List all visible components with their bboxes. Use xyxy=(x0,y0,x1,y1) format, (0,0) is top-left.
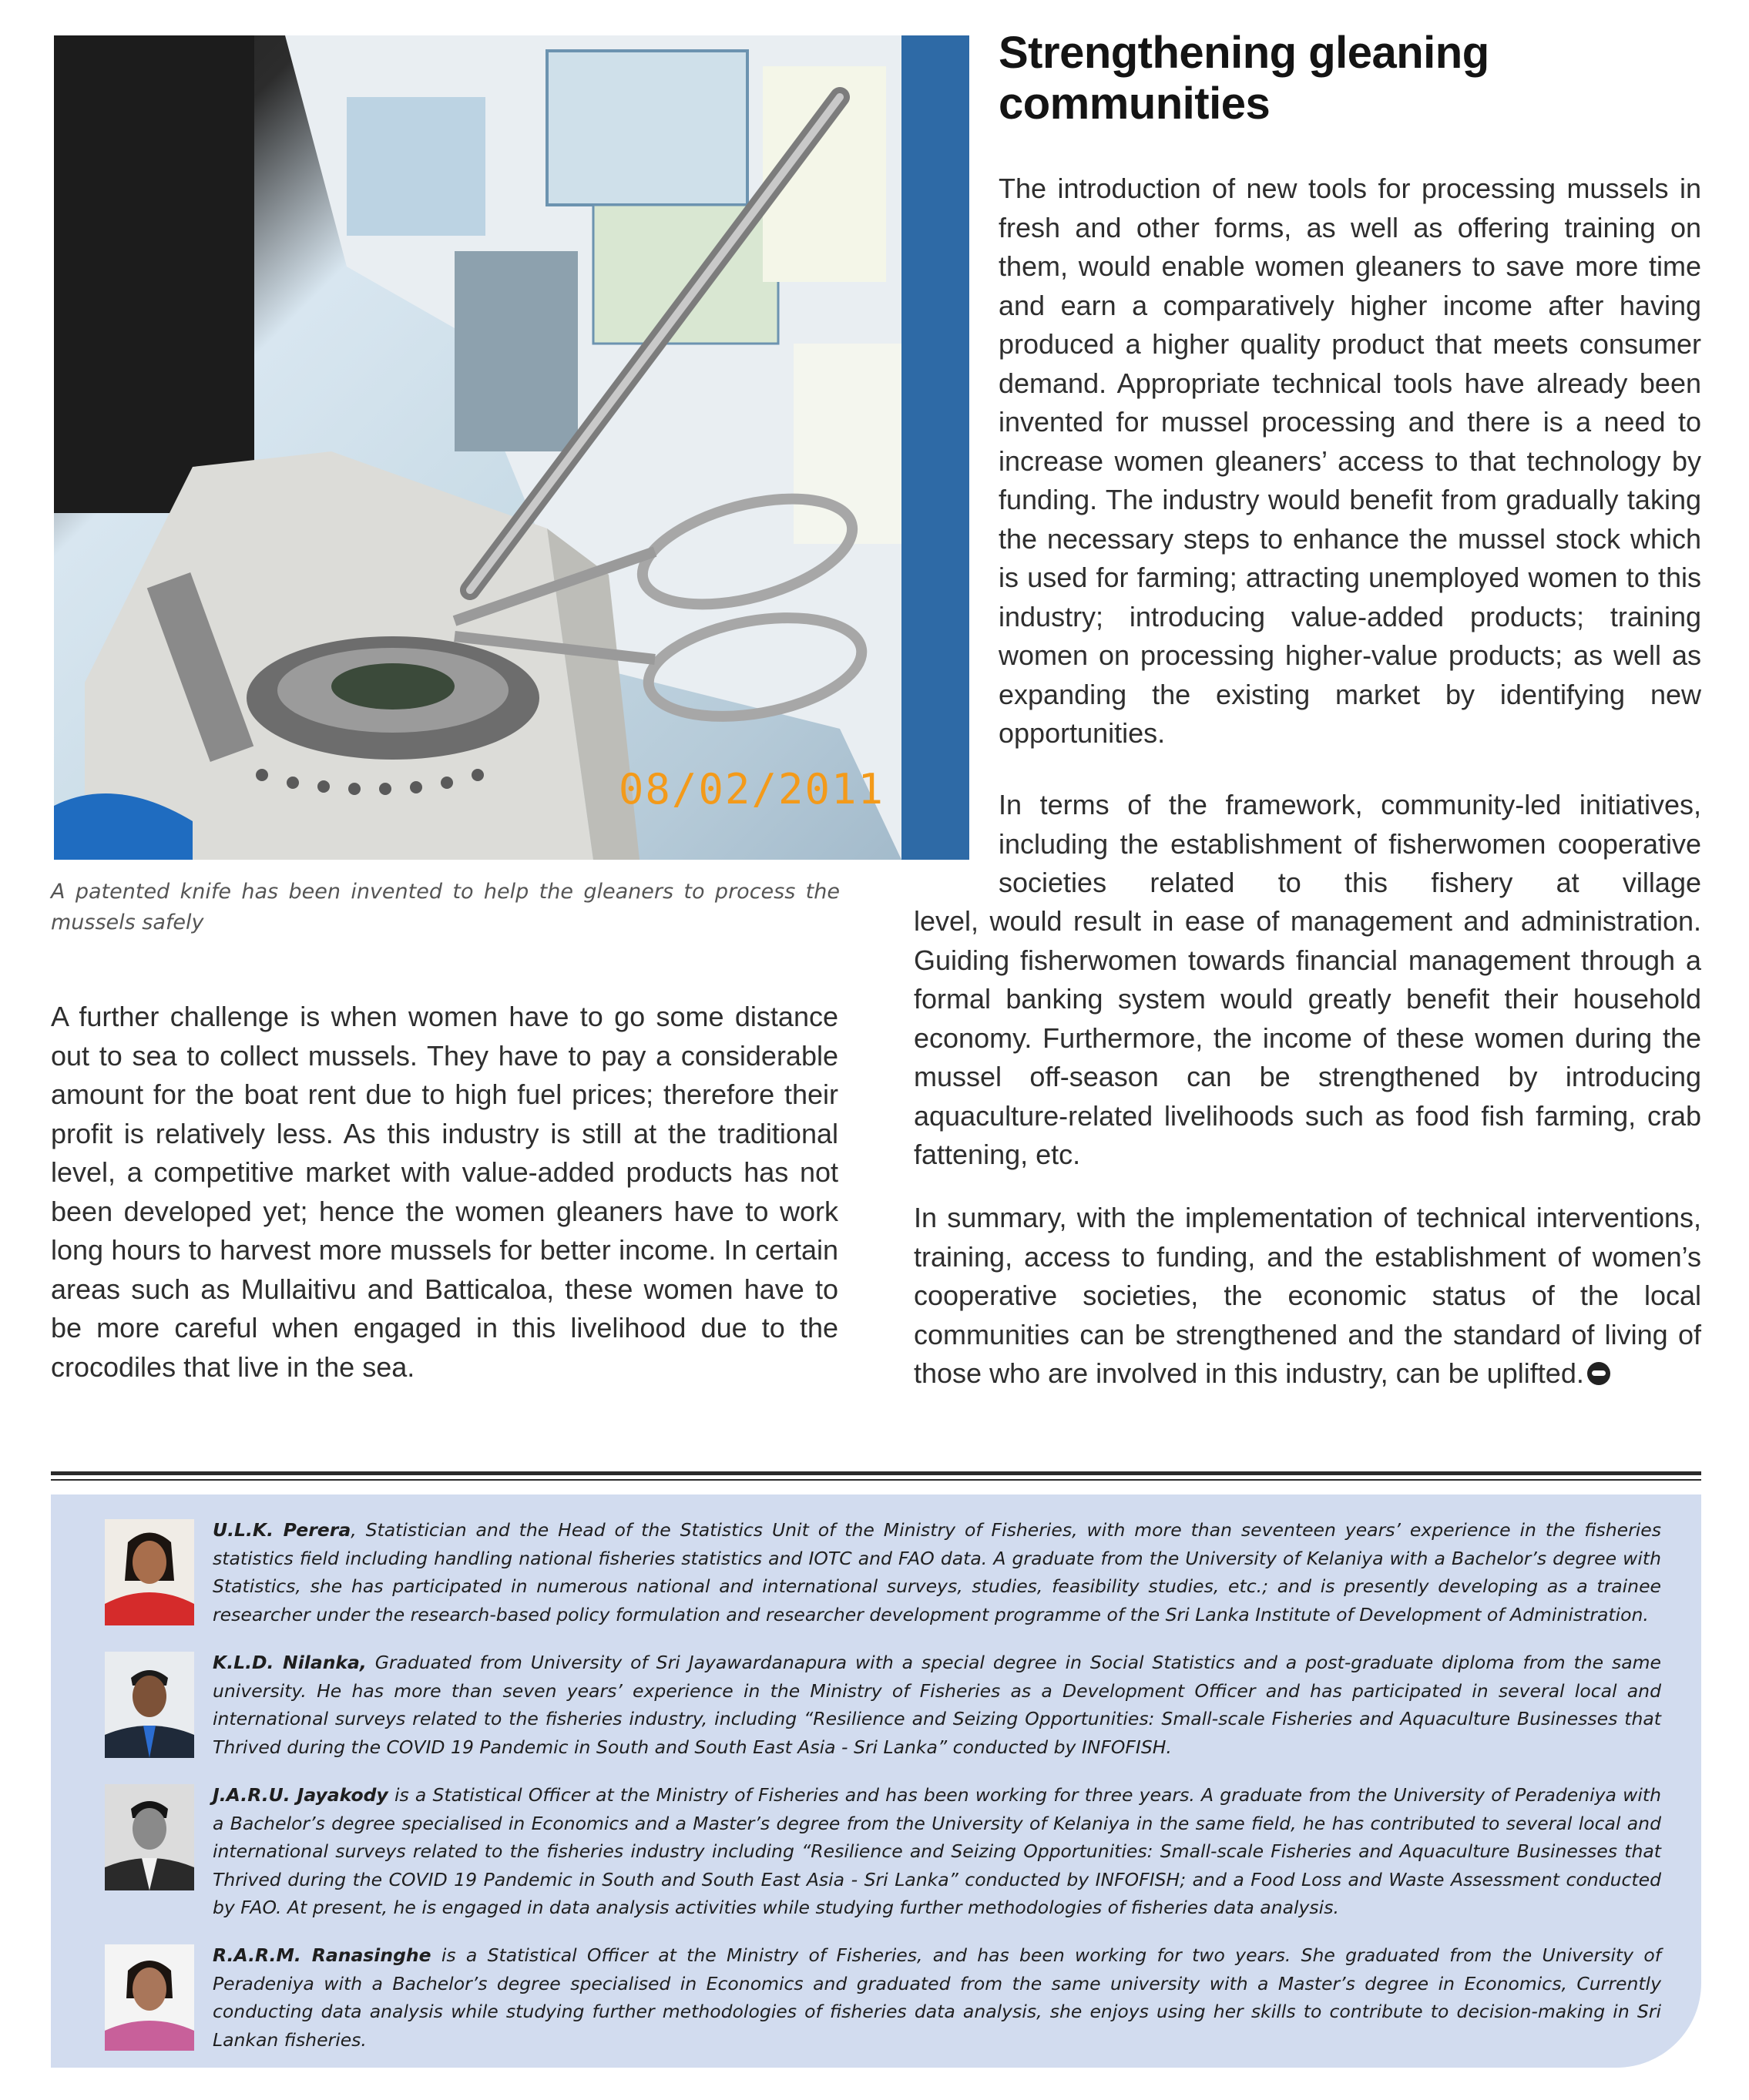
author-photo-2 xyxy=(105,1652,194,1758)
article-paragraph-3 xyxy=(914,1199,1701,1394)
knife-illustration xyxy=(54,35,969,860)
divider-thin xyxy=(51,1479,1701,1481)
author-photo-4 xyxy=(105,1944,194,2051)
end-of-article-icon xyxy=(1587,1362,1610,1385)
author-bio-text-3: is a Statistical Officer at the Ministry of Fisheries and has been working for three years. A graduate from the University of Peradeniya with a Bachelor’s degree specialised in Economics and a Master’s degree from the University of Kelaniya in the same field, he has contributed to several local and international surveys related to the fisheries industry including “Resilience and Seizing Opportunities: Small-scale Fisheries and Aquaculture Businesses that Thrived during the COVID 19 Pandemic in South and South East Asia - Sri Lanka” conducted by INFOFISH; and a Food Loss and Waste Assessment conducted by FAO. At present, he is engaged in data analysis activities while studying further methodologies of fisheries data analysis. xyxy=(213,1784,1661,1918)
divider-thick xyxy=(51,1471,1701,1475)
author-photo-3 xyxy=(105,1784,194,1890)
photo-caption: A patented knife has been invented to help the gleaners to process the mussels safely xyxy=(51,880,840,934)
author-name-2: K.L.D. Nilanka, xyxy=(213,1652,367,1673)
article-paragraph-1: The introduction of new tools for processing mussels in fresh and other forms, as well as offering training on them, would enable women gleaners to save more time and earn a comparatively higher income after having produced a higher quality product that meets consumer demand. Appropriate technical tools have already been invented for mussel processing and there is a need to increase women gleaners’ access to that technology by funding. The industry would benefit from gradually taking the necessary steps to enhance the mussel stock which is used for farming; attracting unemployed women to this industry; introducing value-added products; training women on processing higher-value products; as well as expanding the existing market by identifying new opportunities. xyxy=(999,173,1701,749)
article-paragraph-2-cont: level, would result in ease of management and administration. Guiding fisherwomen towards financial management through a formal banking system would greatly benefit their household economy. Furthermore, the income of these women during the mussel off-season can be strengthened by introducing aquaculture-related livelihoods such as food fish farming, crab fattening, etc. xyxy=(914,905,1701,1170)
knife-photo xyxy=(54,35,969,860)
author-name-4: R.A.R.M. Ranasinghe xyxy=(213,1944,431,1966)
author-name-3: J.A.R.U. Jayakody xyxy=(213,1784,388,1806)
article-paragraph-2-start: In terms of the framework, community-led initiatives, including the establishment of fisherwomen cooperative societies related to this fishery at village xyxy=(999,789,1701,898)
summary-text: In summary, with the implementation of technical interventions, training, access to funding, and the establishment of women’s cooperative societies, the economic status of the local communities can be strengthened and the standard of living of those who are involved in this industry, can be uplifted. xyxy=(914,1202,1701,1389)
article-title: Strengthening gleaning communities xyxy=(999,28,1489,129)
author-bio-text-1: , Statistician and the Head of the Statistics Unit of the Ministry of Fisheries, with more than seventeen years’ experience in the fisheries statistics field including handling national fisheries statistics and IOTC and FAO data. A graduate from the University of Kelaniya with a Bachelor’s degree with Statistics, she has participated in numerous national and international surveys, studies, feasibility studies, etc.; and is presently developing as a trainee researcher under the research-based policy formulation and researcher development programme of the Sri Lanka Institute of Development of Administration. xyxy=(213,1519,1661,1625)
photo-date-stamp: 08/02/2011 xyxy=(618,765,885,813)
article-paragraph-left: A further challenge is when women have to go some distance out to sea to collect mussels. They have to pay a considerable amount for the boat rent due to high fuel prices; therefore their profit is relatively less. As this industry is still at the traditional level, a competitive market with value-added products has not been developed yet; hence the women gleaners have to work long hours to harvest more mussels for better income. In certain areas such as Mullaitivu and Batticaloa, these women have to be more careful when engaged in this livelihood due to the crocodiles that live in the sea. xyxy=(51,1001,838,1383)
author-name-1: U.L.K. Perera xyxy=(213,1519,351,1541)
author-bio-text-4: is a Statistical Officer at the Ministry of Fisheries, and has been working for two years. She graduated from the University of Peradeniya with a Bachelor’s degree specialised in Economics and graduated from the same university with a Master’s degree in Economics, Currently conducting data analysis while studying further methodologies of fisheries data analysis, she enjoys using her skills to contribute to decision-making in Sri Lankan fisheries. xyxy=(213,1944,1661,2051)
author-bios xyxy=(51,1494,1701,2068)
author-bio-text-2: Graduated from University of Sri Jayawardanapura with a special degree in Social Statistics and a post-graduate diploma from the same university. He has more than seven years’ experience in the Ministry of Fisheries as a Development Officer and has participated in several local and international surveys related to the fisheries industry, including “Resilience and Seizing Opportunities: Small-scale Fisheries and Aquaculture Businesses that Thrived during the COVID 19 Pandemic in South and South East Asia - Sri Lanka” conducted by INFOFISH. xyxy=(213,1652,1661,1758)
author-photo-1 xyxy=(105,1519,194,1625)
